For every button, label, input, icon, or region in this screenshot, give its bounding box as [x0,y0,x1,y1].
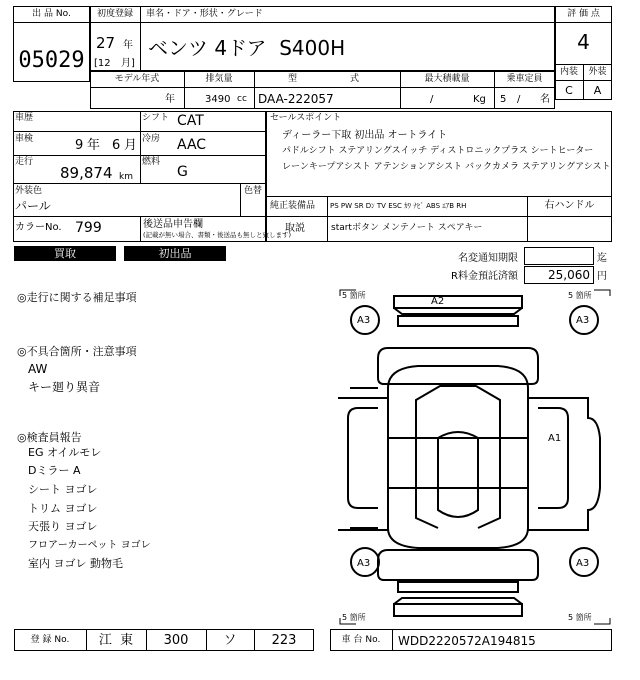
registration-area: 江 東 [98,633,134,648]
color-no-value: 799 [75,220,102,236]
model-code: DAA-222057 [258,92,334,106]
inspection-year: 9 [75,138,84,153]
name-change-label: 名変通知期限 [458,253,518,264]
inspector-item: EG オイルモレ [28,446,102,459]
registration-number: 223 [271,633,297,648]
recycle-value: 25,060 [548,268,590,282]
equipment-label: 純正装備品 [270,201,316,211]
capacity-slash: / [517,94,521,105]
capacity-label: 乗車定員 [506,74,543,84]
equipment-value: PS PW SR Dﾝ TV ESC ｶﾜ ﾅﾋﾞ ABS ｴｱB RH [330,202,467,210]
sales-label: セールスポイント [270,113,342,123]
buy-tag: 買取 [14,246,116,261]
car-name: ベンツ 4ドア S400H [148,36,346,60]
displacement-label: 排気量 [205,74,233,84]
damage-a3-front-right: A3 [576,315,590,326]
defect-notes-label: ◎不具合箇所・注意事項 [17,345,137,358]
lot-number: 05029 [18,48,85,73]
vin-value: WDD2220572A194815 [398,634,536,648]
lot-label: 出 品 No. [32,9,71,19]
ext-color-label: 外装色 [15,186,43,196]
inspection-label: 車検 [15,134,34,144]
inspector-item: フロアーカーペット ヨゴレ [28,540,151,551]
car-damage-diagram [338,288,612,626]
inspector-item: トリム ヨゴレ [28,502,98,515]
displacement-unit: cc [237,94,247,104]
handle-value: 右ハンドル [544,200,595,211]
fuel-value: G [177,164,188,180]
damage-a3-front-left: A3 [357,315,371,326]
recycle-label: R料金預託済額 [451,271,518,282]
car-name-label: 車名・ドア・形状・グレード [146,9,263,19]
sales-line-3: レーンキープアシスト アテンションアシスト バックカメラ ステアリングアシスト [282,162,611,172]
inspection-year-unit: 年 [87,138,101,153]
fuel-label: 燃料 [142,157,161,167]
damage-a3-rear-left: A3 [357,558,371,569]
first-reg-year: 27 [96,34,116,52]
mileage-label: 走行 [15,157,34,167]
max-load-slash: / [430,94,434,105]
score-label: 評 価 点 [567,9,600,19]
first-reg-label: 初度登録 [96,9,133,19]
first-reg-month: [12 [94,58,111,69]
inspection-month-unit: 月 [124,138,138,153]
manual-label: 取説 [285,223,305,234]
inspection-month: 6 [112,138,121,153]
inspector-item: 室内 ヨゴレ 動物毛 [28,557,123,570]
vin-label: 車 台 No. [341,635,381,645]
inspector-item: シート ヨゴレ [28,483,98,496]
manual-value: startボタン メンテノート スペアキー [331,223,483,233]
damage-a3-rear-right: A3 [576,558,590,569]
shift-value: CAT [177,113,204,129]
driving-notes-label: ◎走行に関する補足事項 [17,291,137,304]
defect-item: キー廻り異音 [28,380,101,394]
post-label: 後送品申告欄 [143,219,203,230]
corner-label-bottom-right: 5 箇所 [568,613,592,622]
model-label-1: 型 [288,74,298,84]
inspector-item: 天張り ヨゴレ [28,520,98,533]
score-value: 4 [577,30,590,54]
corner-label-bottom-left: 5 箇所 [342,613,366,622]
history-label: 車歴 [15,113,34,123]
damage-a1: A1 [548,433,562,444]
registration-kana: ソ [223,633,237,648]
interior-grade: C [565,84,573,97]
capacity-unit: 名 [540,94,550,105]
shift-label: シフト [142,113,170,123]
recycle-unit: 円 [597,271,607,282]
model-year-label: モデル年式 [114,74,160,84]
sales-line-2: パドルシフト ステアリングスイッチ ディストロニックプラス シートヒーター [282,146,594,156]
registration-class: 300 [163,633,189,648]
max-load-label: 最大積載量 [424,74,470,84]
first-listing-tag: 初出品 [124,246,226,261]
exterior-label: 外装 [588,67,607,77]
defect-item: AW [28,362,48,376]
model-year-unit: 年 [165,94,175,105]
interior-label: 内装 [559,67,578,77]
mileage-value: 89,874 [60,164,113,182]
color-no-label: カラーNo. [15,222,62,233]
exterior-grade: A [593,84,602,97]
model-label-2: 式 [350,74,360,84]
color-change-label: 色替 [244,186,263,196]
displacement-value: 3490 [205,94,231,105]
capacity-value: 5 [500,94,507,105]
sales-line-1: ディーラー下取 初出品 オートライト [282,130,448,141]
name-change-box [524,247,594,265]
ext-color-value: パール [15,199,51,213]
post-note: (記載が無い場合、書類・後送品も無しと致します) [143,231,292,239]
corner-label-top-left: 5 箇所 [342,291,366,300]
month-unit: 月] [121,58,135,69]
ac-value: AAC [177,137,207,153]
corner-label-top-right: 5 箇所 [568,291,592,300]
inspector-label: ◎検査員報告 [17,431,82,444]
damage-a2: A2 [431,296,445,307]
name-change-unit: 迄 [597,253,607,264]
ac-label: 冷房 [142,134,161,144]
max-load-unit: Kg [473,94,486,105]
registration-label: 登 録 No. [30,635,70,645]
mileage-unit: km [119,172,133,182]
inspector-item: Dミラー A [28,464,81,477]
year-unit: 年 [123,40,133,51]
